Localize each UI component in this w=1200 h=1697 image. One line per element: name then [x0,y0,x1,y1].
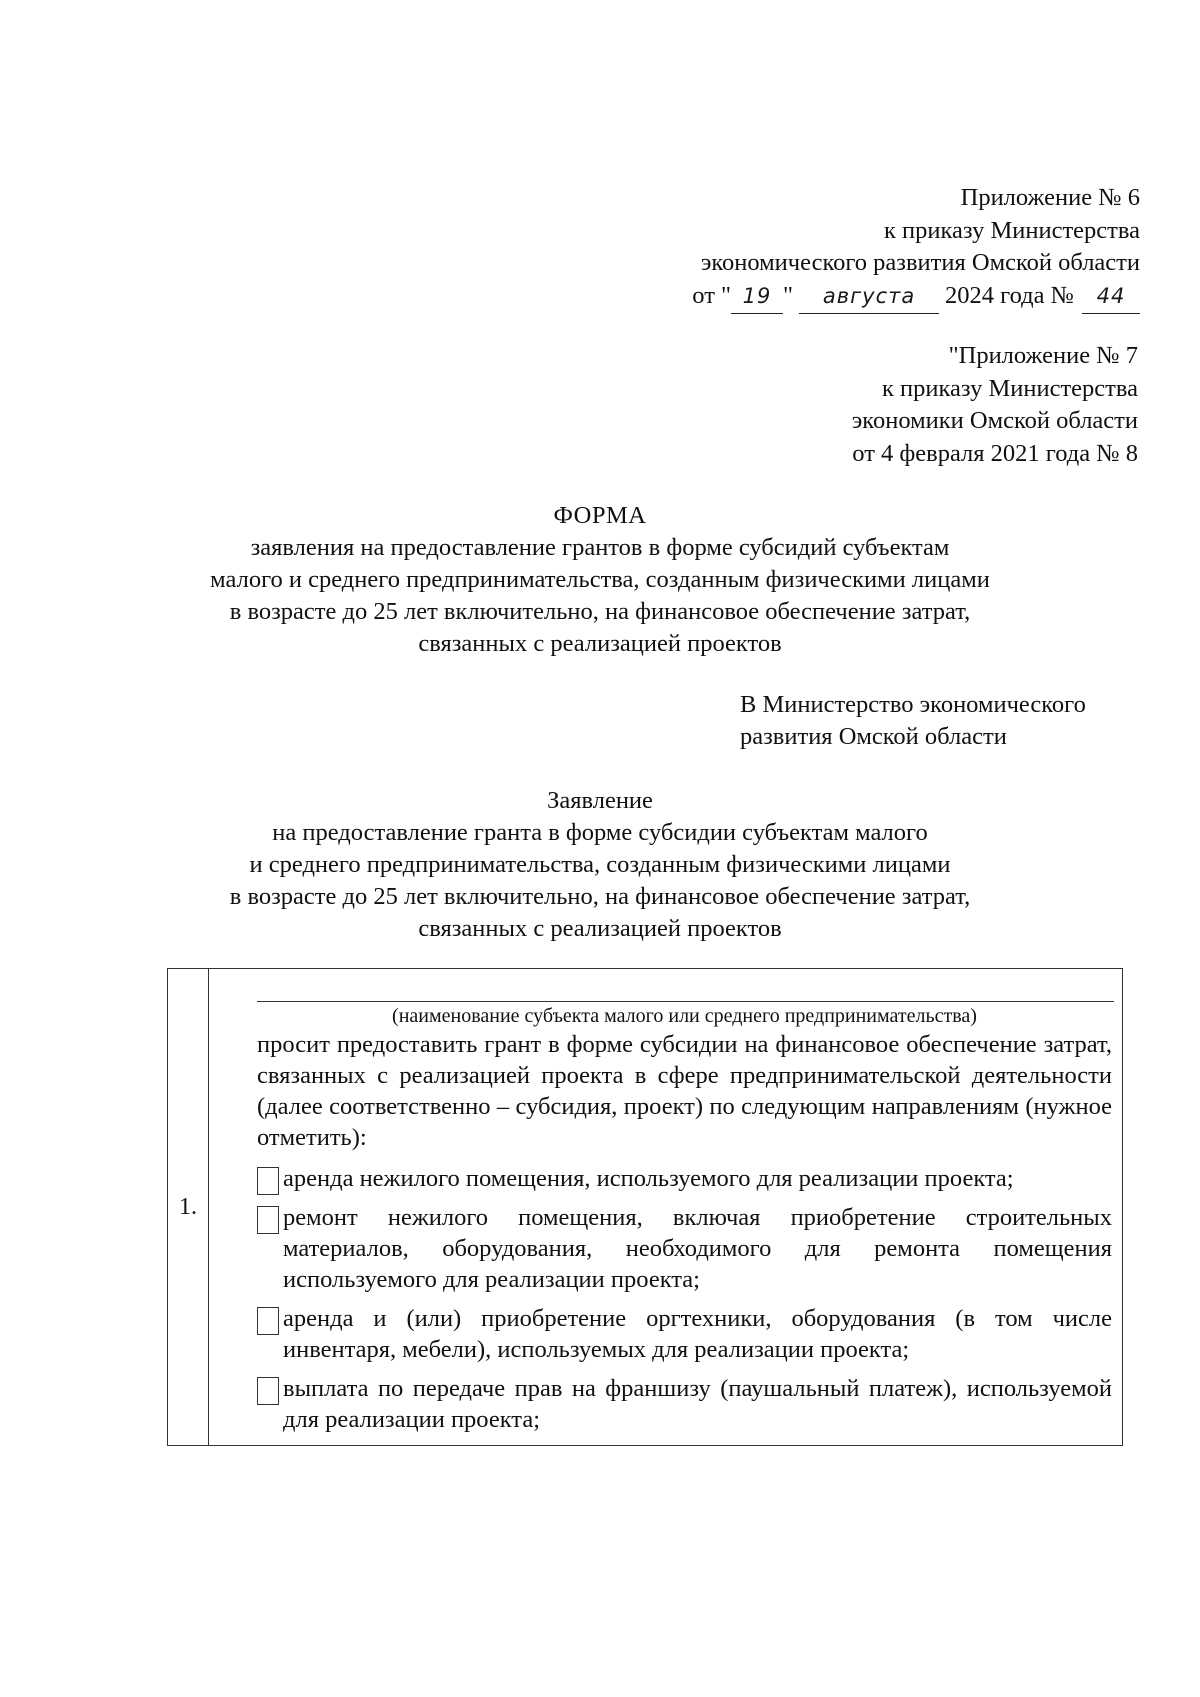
option-premises-repair [257,1202,1112,1295]
addressee [740,689,1086,753]
annex-ministry: экономического развития Омской области [700,249,1140,277]
checkbox[interactable] [257,1206,279,1234]
date-quote: " [783,282,794,310]
checkbox[interactable] [257,1307,279,1335]
option-label: ремонт нежилого помещения, включая приобретение строительных материалов, оборудования, необходимого для ремонта помещения используемого для реализации проекта; [283,1204,1112,1293]
addressee-line: В Министерство экономического [740,691,1086,718]
row-content [209,969,1123,1446]
entity-name-field[interactable] [257,987,1114,1002]
annex-title: Приложение № 6 [960,184,1140,211]
application-title-line: связанных с реализацией проектов [418,915,782,942]
form-title-line: заявления на предоставление грантов в форме субсидий субъектам [250,534,950,561]
annex-date-line [580,280,1140,314]
checkbox[interactable] [257,1377,279,1405]
application-title [0,785,1200,945]
option-label: аренда и (или) приобретение оргтехники, оборудования (в том числе инвентаря, мебели), используемых для реализации проекта; [283,1305,1112,1363]
checkbox[interactable] [257,1167,279,1195]
table-row [168,969,1123,1446]
orig-annex-title: "Приложение № 7 [948,342,1138,369]
handwritten-month: августа [799,280,939,314]
date-year-text: 2024 года № [945,282,1074,310]
option-label: аренда нежилого помещения, используемого для реализации проекта; [283,1165,1014,1192]
orig-ministry: экономики Омской области [851,407,1138,435]
handwritten-number: 44 [1082,280,1140,314]
option-label: выплата по передаче прав на франшизу (паушальный платеж), используемой для реализации проекта; [283,1375,1112,1433]
form-title-line: малого и среднего предпринимательства, созданным физическими лицами [210,566,990,593]
form-title-line: в возрасте до 25 лет включительно, на финансовое обеспечение затрат, [229,598,971,625]
entity-name-caption: (наименование субъекта малого или среднего предпринимательства) [392,1005,977,1027]
application-heading: Заявление [547,787,653,814]
option-franchise [257,1373,1112,1435]
date-prefix: от " [692,282,732,310]
application-title-line: в возрасте до 25 лет включительно, на финансовое обеспечение затрат, [229,883,971,910]
row-number: 1. [168,969,209,1446]
annex-header-original [638,340,1138,471]
orig-date: от 4 февраля 2021 года № 8 [852,440,1138,468]
option-premises-rent [257,1163,1112,1194]
form-heading: ФОРМА [553,502,647,529]
handwritten-day: 19 [731,280,783,314]
request-text: просит предоставить грант в форме субсидии на финансовое обеспечение затрат, связанных с реализацией проекта в сфере предпринимательской деятельности (далее соответственно – субсидия, проект) по следующим направлениям (нужное отметить): [257,1031,1112,1151]
option-equipment [257,1303,1112,1365]
form-title-line: связанных с реализацией проектов [418,630,782,657]
addressee-line: развития Омской области [740,723,1007,750]
orig-order-ref: к приказу Министерства [882,374,1138,402]
form-title [0,500,1200,660]
application-title-line: на предоставление гранта в форме субсидии субъектам малого [272,819,928,846]
annex-order-ref: к приказу Министерства [884,216,1140,244]
application-table [167,968,1123,1446]
application-title-line: и среднего предпринимательства, созданным физическими лицами [249,851,951,878]
annex-header-current [580,182,1140,314]
